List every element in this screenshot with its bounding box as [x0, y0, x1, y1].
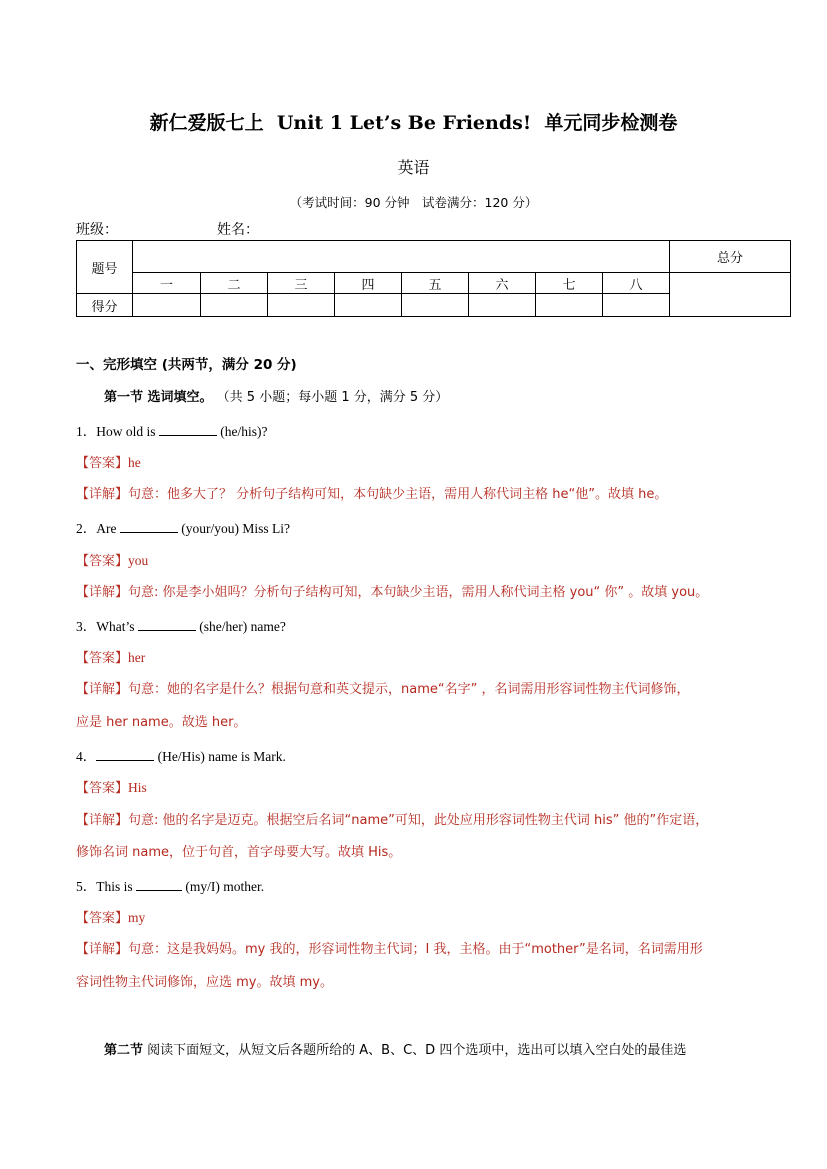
score-table: [76, 240, 791, 317]
question-hint: (my/I) mother.: [185, 879, 265, 894]
answer-3: [76, 648, 756, 669]
section2-text: 阅读下面短文，从短文后各题所给的 A、B、C、D 四个选项中，选出可以填入空白处的最佳选: [147, 1043, 687, 1058]
answer-blank: [120, 518, 178, 533]
title-suffix: 单元同步检测卷: [544, 112, 678, 134]
section2-intro: [104, 1041, 764, 1061]
section-number: 七: [536, 273, 603, 294]
section-number: 八: [603, 273, 670, 294]
question-stem: 5．This is: [76, 879, 133, 894]
question-4: [76, 746, 756, 767]
answer-label: 【答案】: [76, 911, 129, 926]
answer-blank: [159, 421, 217, 436]
section-number: 四: [335, 273, 402, 294]
question-hint: (she/her) name?: [199, 619, 286, 634]
section1-heading: [104, 388, 784, 408]
score-cell: [201, 294, 268, 317]
class-name-line: [76, 219, 259, 239]
detail-3-cont: 应是 her name。故选 her。: [76, 715, 247, 730]
answer-label: 【答案】: [76, 781, 129, 796]
detail-2: [76, 583, 756, 603]
answer-2: [76, 551, 756, 572]
detail-4: [76, 811, 756, 831]
name-label: 姓名：: [217, 222, 259, 238]
question-stem: 2．Are: [76, 521, 117, 536]
detail-text: 句意: 他的名字是迈克。根据空后名词“name”可知，此处应用形容词性物主代词 his” 他的”作定语，: [128, 813, 709, 828]
header-span-cell: [133, 241, 670, 273]
answer-label: 【答案】: [76, 554, 129, 569]
part1-heading: 一、完形填空 (共两节，满分 20 分): [76, 357, 297, 373]
section-number: 一: [133, 273, 201, 294]
document-title: [0, 108, 827, 135]
question-3: [76, 616, 756, 637]
question-2: [76, 518, 756, 539]
total-label: 总分: [670, 241, 791, 273]
detail-label: 【详解】: [76, 813, 129, 828]
question-hint: (he/his)?: [220, 424, 268, 439]
detail-label: 【详解】: [76, 487, 129, 502]
score-cell: [536, 294, 603, 317]
exam-info: （考试时间：90 分钟 试卷满分：120 分）: [289, 195, 538, 210]
detail-3: [76, 680, 756, 700]
answer-blank: [96, 746, 154, 761]
detail-1: [76, 485, 756, 505]
detail-text: 句意: 你是李小姐吗？分析句子结构可知，本句缺少主语，需用人称代词主格 you“ 你” 。故填 you。: [128, 585, 709, 600]
row-label-score: 得分: [77, 294, 133, 317]
section1-label: 第一节 选词填空。: [104, 390, 213, 405]
title-unit: Unit 1 Let’s Be Friends!: [276, 112, 532, 134]
score-cell: [268, 294, 335, 317]
answer-4: [76, 778, 756, 799]
question-5: [76, 876, 756, 897]
subject-heading: 英语: [397, 158, 430, 177]
section-number: 二: [201, 273, 268, 294]
score-cell: [469, 294, 536, 317]
question-stem: 1．How old is: [76, 424, 156, 439]
answer-value: her: [128, 650, 146, 665]
score-cell: [133, 294, 201, 317]
detail-label: 【详解】: [76, 585, 129, 600]
question-hint: (He/His) name is Mark.: [157, 749, 286, 764]
detail-label: 【详解】: [76, 682, 129, 697]
section2-label: 第二节: [104, 1043, 144, 1058]
detail-5-cont: 容词性物主代词修饰，应选 my。故填 my。: [76, 975, 333, 990]
answer-value: you: [128, 553, 149, 568]
question-stem: 3．What’s: [76, 619, 135, 634]
answer-1: [76, 453, 756, 474]
question-1: [76, 421, 756, 442]
answer-value: he: [128, 455, 141, 470]
section1-info: （共 5 小题；每小题 1 分，满分 5 分）: [216, 390, 449, 405]
score-cell: [603, 294, 670, 317]
answer-blank: [138, 616, 196, 631]
section-number: 三: [268, 273, 335, 294]
score-cell: [335, 294, 402, 317]
answer-label: 【答案】: [76, 651, 129, 666]
title-prefix: 新仁爱版七上: [149, 112, 264, 134]
answer-blank: [136, 876, 182, 891]
score-cell: [402, 294, 469, 317]
class-label: 班级：: [76, 222, 118, 238]
answer-value: His: [128, 780, 147, 795]
detail-5: [76, 940, 756, 960]
answer-5: [76, 908, 756, 929]
answer-label: 【答案】: [76, 456, 129, 471]
detail-text: 句意：她的名字是什么？根据句意和英文提示，name“名字” ，名词需用形容词性物主代词修饰，: [128, 682, 690, 697]
row-label-number: 题号: [77, 241, 133, 294]
detail-4-cont: 修饰名词 name，位于句首，首字母要大写。故填 His。: [76, 845, 402, 860]
question-hint: (your/you) Miss Li?: [181, 521, 290, 536]
answer-value: my: [128, 910, 146, 925]
detail-text: 句意：这是我妈妈。my 我的，形容词性物主代词；I 我，主格。由于“mother”是名词，名词需用形: [128, 942, 703, 957]
detail-text: 句意：他多大了？ 分析句子结构可知，本句缺少主语，需用人称代词主格 he“他”。故填 he。: [128, 487, 668, 502]
total-score-cell: [670, 273, 791, 317]
section-number: 五: [402, 273, 469, 294]
section-number: 六: [469, 273, 536, 294]
question-stem: 4．: [76, 749, 97, 764]
detail-label: 【详解】: [76, 942, 129, 957]
